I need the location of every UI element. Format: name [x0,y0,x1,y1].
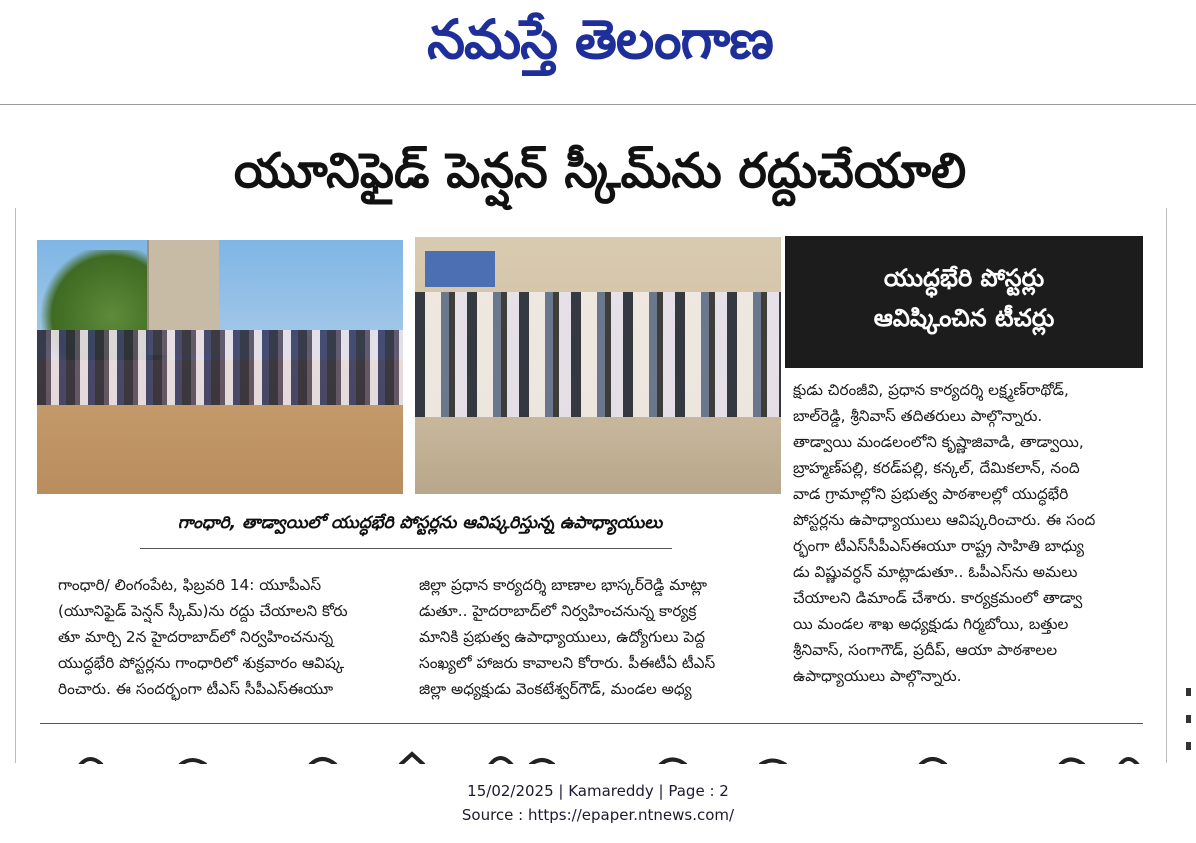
cropped-next-headline [60,750,1140,764]
newspaper-logo: నమస్తే తెలంగాణ [427,8,773,71]
subheading-box [785,236,1143,368]
text-line: డు విష్ణువర్ధన్ మాట్లాడుతూ.. ఓపీఎస్‌ను అమలు [793,563,1078,581]
text-line: వాడ గ్రామాల్లోని ప్రభుత్వ పాఠశాలల్లో యుద్ధభేరి [793,485,1069,503]
text-line: ర్భంగా టీఎస్‌సీపీఎస్ఈయూ రాష్ట్ర సాహితి బాధ్యు [793,537,1085,555]
article-headline: యూనిఫైడ్ పెన్షన్ స్కీమ్‌ను రద్దుచేయాలి [233,143,967,199]
text-line: గాంధారి/ లింగంపేట, ఫిబ్రవరి 14: యూపీఎస్ [58,576,322,594]
article-column-2 [419,572,764,702]
text-line: పోస్టర్లను ఉపాధ్యాయులు ఆవిష్కరించారు. ఈ సంద [793,511,1096,529]
article-column-3 [793,377,1145,689]
text-line: ఉపాధ్యాయులు పాల్గొన్నారు. [793,667,962,685]
cropped-glyph-tops [60,751,1140,764]
photo-tadwai-teachers [415,237,781,494]
article-column-1 [58,572,394,702]
footer-dateline: 15/02/2025 | Kamareddy | Page : 2 [467,782,729,800]
article-bottom-divider [40,723,1143,724]
text-line: జిల్లా అధ్యక్షుడు వెంకటేశ్వర్‌గౌడ్, మండల అధ్య [419,680,692,698]
text-line: యుద్ధభేరి పోస్టర్లను గాంధారిలో శుక్రవారం ఆవిష్క [58,654,345,672]
caption-divider [140,548,672,549]
text-line: యి మండల శాఖ అధ్యక్షుడు గిర్మబోయి, బత్తుల [793,615,1069,633]
text-line: మానికి ప్రభుత్వ ఉపాధ్యాయులు, ఉద్యోగులు పెద్ద [419,628,706,646]
text-line: డుతూ.. హైదరాబాద్‌లో నిర్వహించనున్న కార్యక్ర [419,602,697,620]
text-line: క్షుడు చిరంజీవి, ప్రధాన కార్యదర్శి లక్ష్మణ్‌రాథోడ్, [793,381,1069,399]
adjacent-page-edge [1180,210,1196,770]
text-line: తూ మార్చి 2న హైదరాబాద్‌లో నిర్వహించనున్న [58,628,334,646]
text-line: (యూనిఫైడ్ పెన్షన్ స్కీమ్)ను రద్దు చేయాలని కోరు [58,602,348,620]
text-line: శ్రీనివాస్, సంగాగౌడ్, ప్రదీప్, ఆయా పాఠశాలల [793,641,1058,659]
photo-caption: గాంధారి, తాడ్వాయిలో యుద్ధభేరి పోస్టర్లను ఆవిష్కరిస్తున్న ఉపాధ్యాయులు [177,513,663,533]
text-line: సంఖ్యలో హాజరు కావాలని కోరారు. పీఈటీఏ టీఎస్ [419,654,716,672]
left-column-rule [15,208,16,763]
masthead-divider [0,104,1196,105]
subheading-line-2: ఆవిష్కించిన టీచర్లు [873,304,1055,332]
photo-gandhari-teachers [37,240,403,494]
text-line: బ్రాహ్మణ్‌పల్లి, కరడ్‌పల్లి, కన్కల్, దేమికలాన్, నంది [793,459,1080,477]
masthead [0,0,1196,104]
right-column-rule [1166,208,1167,763]
text-line: రించారు. ఈ సందర్భంగా టీఎస్ సీపీఎస్ఈయూ [58,680,334,698]
text-line: చేయాలని డిమాండ్ చేశారు. కార్యక్రమంలో తాడ్వా [793,589,1083,607]
subheading-line-1: యుద్ధభేరి పోస్టర్లు [883,264,1045,292]
page-footer [0,768,1196,843]
footer-source: Source : https://epaper.ntnews.com/ [461,806,735,824]
text-line: జిల్లా ప్రధాన కార్యదర్శి బాణాల భాస్కర్‌రెడ్డి మాట్లా [419,576,708,594]
text-line: తాడ్వాయి మండలంలోని కృష్ణాజివాడి, తాడ్వాయి, [793,433,1084,451]
text-line: బాల్‌రెడ్డి, శ్రీనివాస్ తదితరులు పాల్గొన్నారు. [793,407,1043,425]
